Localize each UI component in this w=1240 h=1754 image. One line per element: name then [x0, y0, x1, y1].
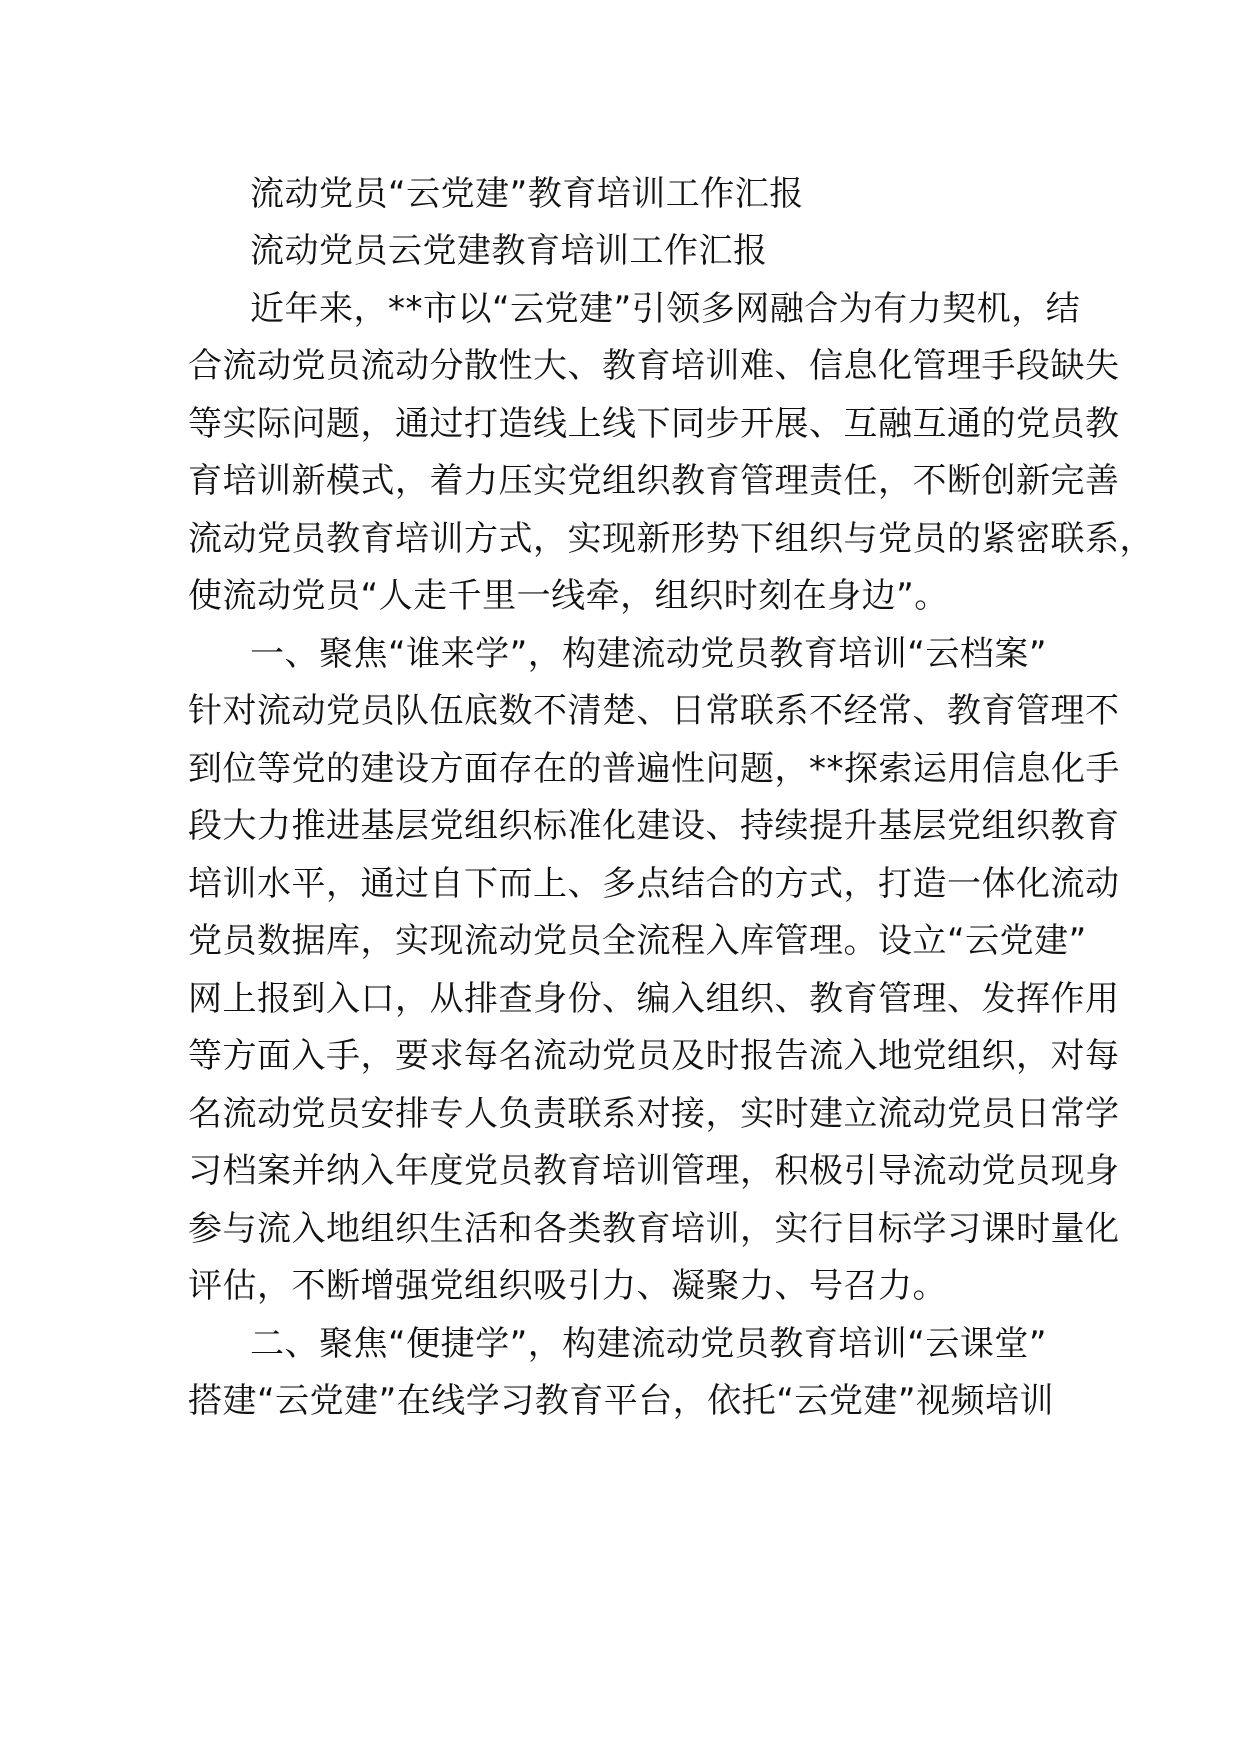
- section-heading: 一、聚焦“谁来学”，构建流动党员教育培训“云档案”: [250, 634, 1047, 674]
- paragraph-line: 评估，不断增强党组织吸引力、凝聚力、号召力。: [188, 1266, 947, 1306]
- paragraph-line: 搭建“云党建”在线学习教育平台，依托“云党建”视频培训: [188, 1381, 1054, 1421]
- paragraph-line: 党员数据库，实现流动党员全流程入库管理。设立“云党建”: [188, 921, 1087, 961]
- paragraph-line: 育培训新模式，着力压实党组织教育管理责任，不断创新完善: [188, 461, 1120, 501]
- paragraph-line: 流动党员教育培训方式，实现新形势下组织与党员的紧密联系，: [188, 519, 1154, 559]
- paragraph-line: 到位等党的建设方面存在的普遍性问题，**探索运用信息化手: [188, 749, 1120, 789]
- paragraph-line: 等实际问题，通过打造线上线下同步开展、互融互通的党员教: [188, 404, 1120, 444]
- paragraph-line: 合流动党员流动分散性大、教育培训难、信息化管理手段缺失: [188, 346, 1120, 386]
- section-heading: 二、聚焦“便捷学”，构建流动党员教育培训“云课堂”: [250, 1324, 1047, 1364]
- paragraph-line: 等方面入手，要求每名流动党员及时报告流入地党组织，对每: [188, 1036, 1120, 1076]
- paragraph-line: 使流动党员“人走千里一线牵，组织时刻在身边”。: [188, 576, 949, 616]
- paragraph-line: 名流动党员安排专人负责联系对接，实时建立流动党员日常学: [188, 1094, 1120, 1134]
- paragraph-line: 网上报到入口，从排查身份、编入组织、教育管理、发挥作用: [188, 979, 1120, 1019]
- document-subtitle: 流动党员云党建教育培训工作汇报: [250, 231, 768, 271]
- paragraph-line: 参与流入地组织生活和各类教育培训，实行目标学习课时量化: [188, 1209, 1120, 1249]
- paragraph-line: 习档案并纳入年度党员教育培训管理，积极引导流动党员现身: [188, 1151, 1120, 1191]
- paragraph-line: 近年来，**市以“云党建”引领多网融合为有力契机，结: [250, 289, 1081, 329]
- paragraph-line: 针对流动党员队伍底数不清楚、日常联系不经常、教育管理不: [188, 691, 1120, 731]
- paragraph-line: 段大力推进基层党组织标准化建设、持续提升基层党组织教育: [188, 806, 1120, 846]
- document-title: 流动党员“云党建”教育培训工作汇报: [250, 174, 804, 214]
- paragraph-line: 培训水平，通过自下而上、多点结合的方式，打造一体化流动: [188, 864, 1120, 904]
